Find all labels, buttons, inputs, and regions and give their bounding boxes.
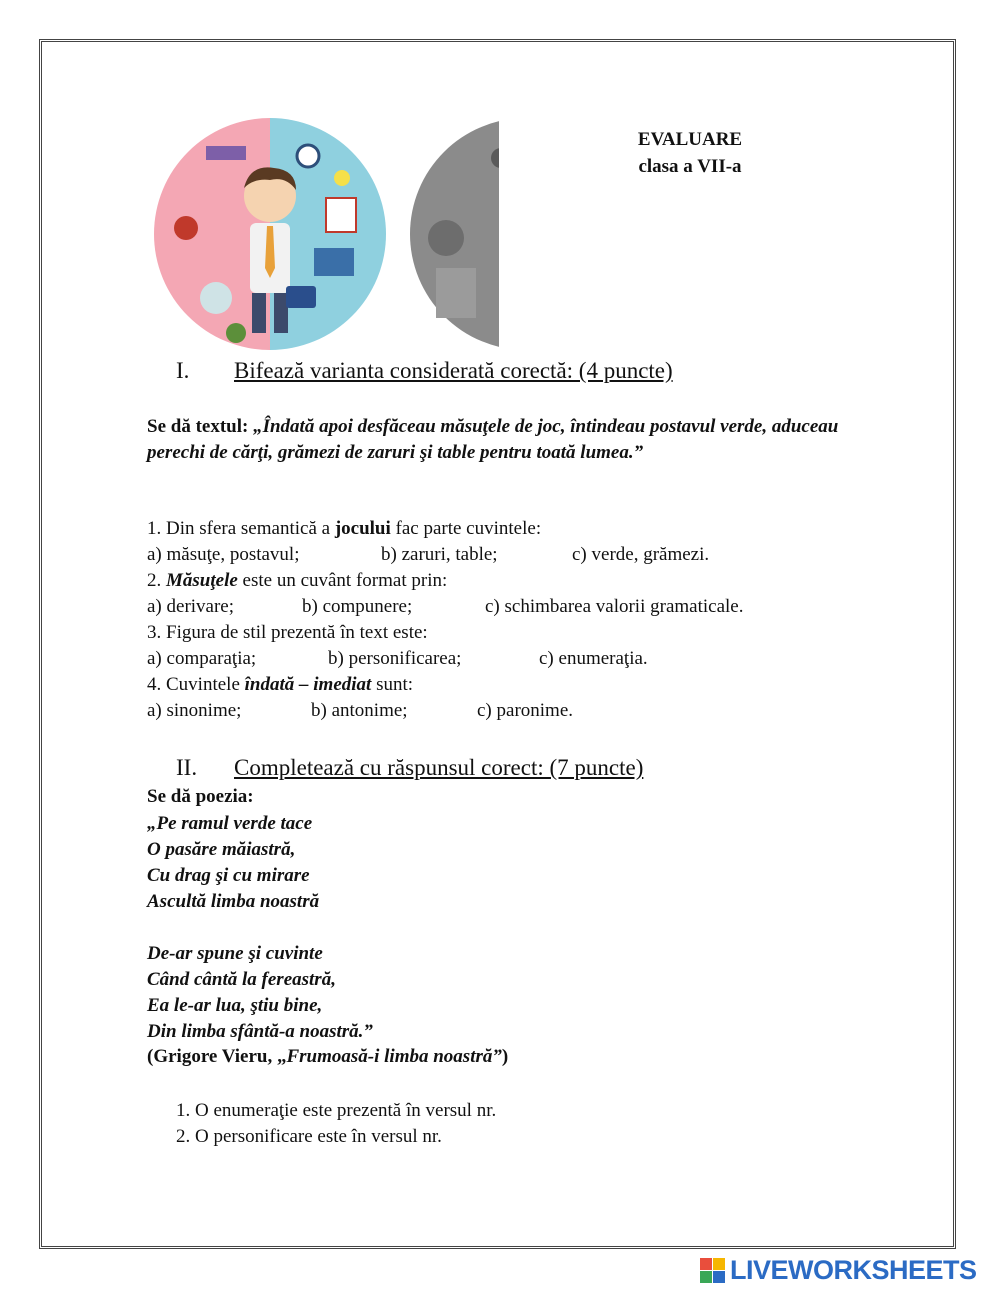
title-class: clasa a VII-a xyxy=(638,156,742,177)
text-intro-label: Se dă textul: xyxy=(147,416,249,437)
question-1-options xyxy=(147,544,847,568)
q2-post: este un cuvânt format prin: xyxy=(237,570,448,591)
q3-option-a[interactable]: a) comparaţia; xyxy=(147,648,257,669)
logo-text: LIVEWORKSHEETS xyxy=(730,1255,977,1285)
question-2 xyxy=(147,570,447,592)
multitasking-illustration xyxy=(146,118,501,350)
completion-item-1: 1. O enumeraţie este prezentă în versul nr. xyxy=(176,1100,497,1121)
poem-line: Din limba sfântă-a noastră.” xyxy=(147,1021,373,1042)
section-1-title: Bifează varianta considerată corectă: (4 puncte) xyxy=(234,358,673,383)
question-2-options xyxy=(147,596,847,620)
q2-option-a[interactable]: a) derivare; xyxy=(147,596,235,617)
document-title xyxy=(600,126,780,180)
poem-source xyxy=(147,1046,508,1068)
q4-option-a[interactable]: a) sinonime; xyxy=(147,700,242,721)
text-quote: „Îndată apoi desfăceau măsuţele de joc, întindeau postavul verde, aduceau perechi de cărţi, grămezi de zaruri şi table pentru toată lumea.” xyxy=(147,416,839,463)
poem-line: Cu drag şi cu mirare xyxy=(147,865,310,886)
completion-item-2: 2. O personificare este în versul nr. xyxy=(176,1126,442,1147)
q1-option-a[interactable]: a) măsuţe, postavul; xyxy=(147,544,300,565)
q3-option-b[interactable]: b) personificarea; xyxy=(328,648,462,669)
question-4 xyxy=(147,674,413,696)
question-3: 3. Figura de stil prezentă în text este: xyxy=(147,622,428,643)
q4-option-b[interactable]: b) antonime; xyxy=(311,700,408,721)
q2-pre: 2. xyxy=(147,570,166,591)
question-4-options xyxy=(147,700,847,724)
section-2-items xyxy=(176,1098,496,1150)
title-evaluare: EVALUARE xyxy=(637,129,743,150)
q4-option-c[interactable]: c) paronime. xyxy=(477,700,574,721)
poem-intro: Se dă poezia: xyxy=(147,786,254,807)
poem-line: O pasăre măiastră, xyxy=(147,839,296,860)
source-title: Frumoasă-i limba noastră” xyxy=(286,1046,502,1067)
q1-option-b[interactable]: b) zaruri, table; xyxy=(381,544,498,565)
q3-option-c[interactable]: c) enumeraţia. xyxy=(539,648,648,669)
q1-keyword: jocului xyxy=(334,518,391,539)
poem-line: „Pe ramul verde tace xyxy=(147,813,313,834)
question-1 xyxy=(147,518,541,540)
logo-icon xyxy=(700,1258,726,1284)
section-2-number: II. xyxy=(176,755,198,780)
q4-keyword: îndată – imediat xyxy=(244,674,372,695)
poem-stanza-1 xyxy=(147,811,319,915)
q2-keyword: Măsuţele xyxy=(166,570,238,591)
poem-line: De-ar spune şi cuvinte xyxy=(147,943,323,964)
source-close: ) xyxy=(501,1046,509,1067)
poem-line: Ea le-ar lua, ştiu bine, xyxy=(147,995,323,1016)
section-1-heading xyxy=(176,358,776,388)
poem-stanza-2 xyxy=(147,941,373,1045)
section-2-title: Completează cu răspunsul corect: (7 puncte) xyxy=(234,755,644,780)
poem-line: Când cântă la fereastră, xyxy=(147,969,336,990)
q4-pre: 4. Cuvintele xyxy=(147,674,245,695)
section-1-number: I. xyxy=(176,358,190,383)
q1-pre: 1. Din sfera semantică a xyxy=(147,518,335,539)
q4-post: sunt: xyxy=(371,674,414,695)
question-3-options xyxy=(147,648,847,672)
section-1-text xyxy=(147,414,847,466)
q2-option-b[interactable]: b) compunere; xyxy=(302,596,413,617)
section-2-heading xyxy=(176,755,776,785)
q2-option-c[interactable]: c) schimbarea valorii gramaticale. xyxy=(485,596,744,617)
q1-post: fac parte cuvintele: xyxy=(390,518,542,539)
source-author: (Grigore Vieru, „ xyxy=(147,1046,287,1067)
q1-option-c[interactable]: c) verde, grămezi. xyxy=(572,544,710,565)
poem-line: Ascultă limba noastră xyxy=(147,891,320,912)
liveworksheets-logo xyxy=(700,1257,995,1287)
